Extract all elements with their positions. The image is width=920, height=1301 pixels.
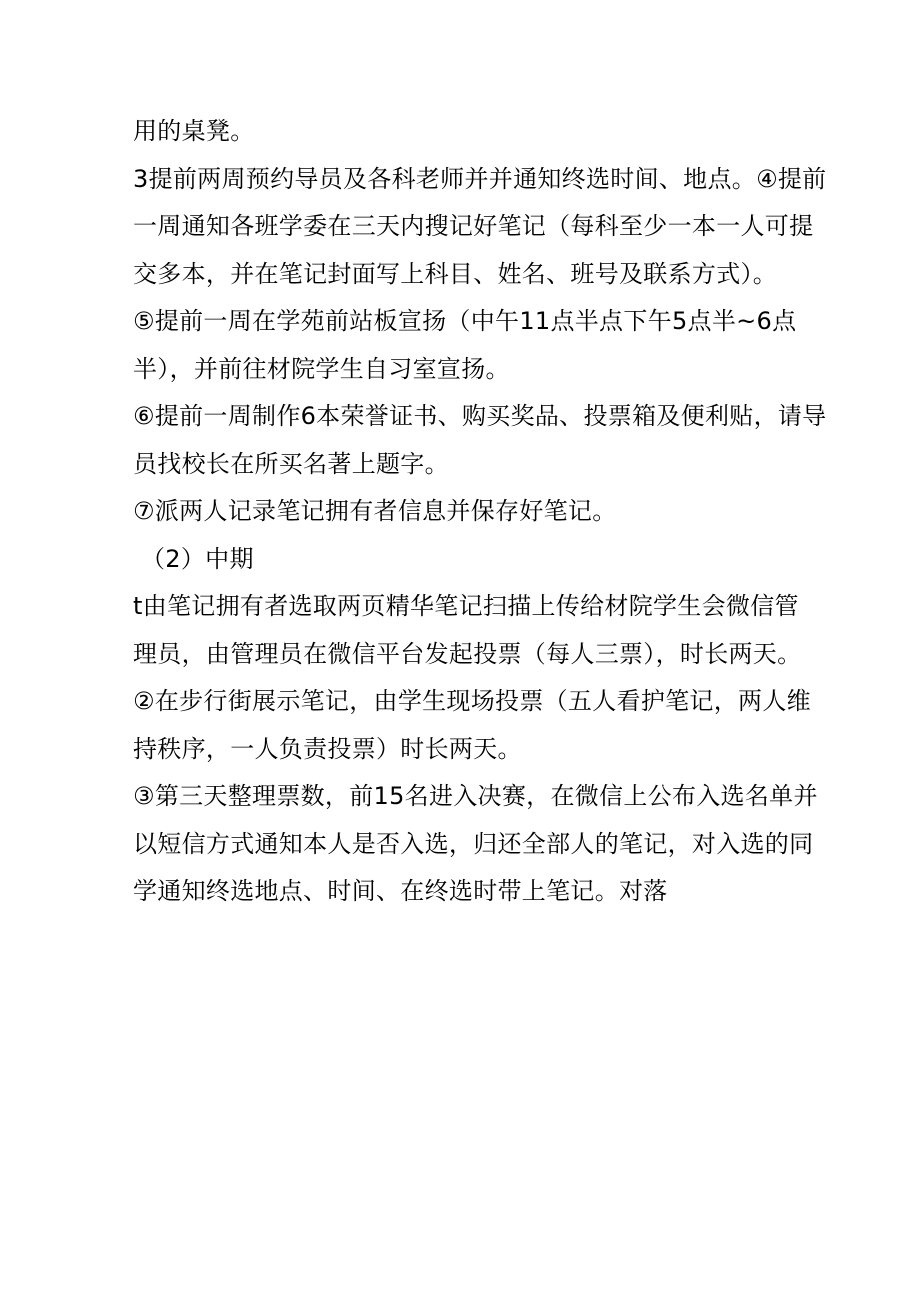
text-line: 交多本，并在笔记封面写上科目、姓名、班号及联系方式）。: [133, 259, 778, 288]
text-line: 持秩序，一人负责投票）时长两天。: [133, 734, 522, 763]
section-heading: （2）中期: [141, 544, 254, 573]
text-line: ⑤提前一周在学苑前站板宣扬（中午11点半点下午5点半~6点: [133, 307, 797, 335]
text-line: t由笔记拥有者选取两页精华笔记扫描上传给材院学生会微信管: [133, 592, 799, 620]
document-body: [133, 108, 827, 916]
text-line: ②在步行街展示笔记，由学生现场投票（五人看护笔记，两人维: [133, 687, 811, 715]
text-line: 用的桌凳。: [133, 117, 255, 145]
text-line: 学通知终选地点、时间、在终选时带上笔记。对落: [133, 877, 668, 905]
text-line: ③第三天整理票数，前15名进入决赛，在微信上公布入选名单并: [133, 782, 818, 810]
text-line: 一周通知各班学委在三天内搜记好笔记（每科至少一本一人可提: [133, 212, 814, 240]
text-line: 理员，由管理员在微信平台发起投票（每人三票），时长两天。: [133, 639, 802, 668]
text-line: 以短信方式通知本人是否入选，归还全部人的笔记，对入选的同: [133, 829, 814, 858]
text-line: 半），并前往材院学生自习室宣扬。: [133, 354, 510, 383]
text-line: 3提前两周预约导员及各科老师并并通知终选时间、地点。④提前: [133, 164, 827, 193]
text-line: ⑥提前一周制作6本荣誉证书、购买奖品、投票箱及便利贴，请导: [133, 402, 827, 430]
text-line: ⑦派两人记录笔记拥有者信息并保存好笔记。: [133, 497, 617, 525]
text-line: 员找校长在所买名著上题字。: [133, 449, 449, 478]
